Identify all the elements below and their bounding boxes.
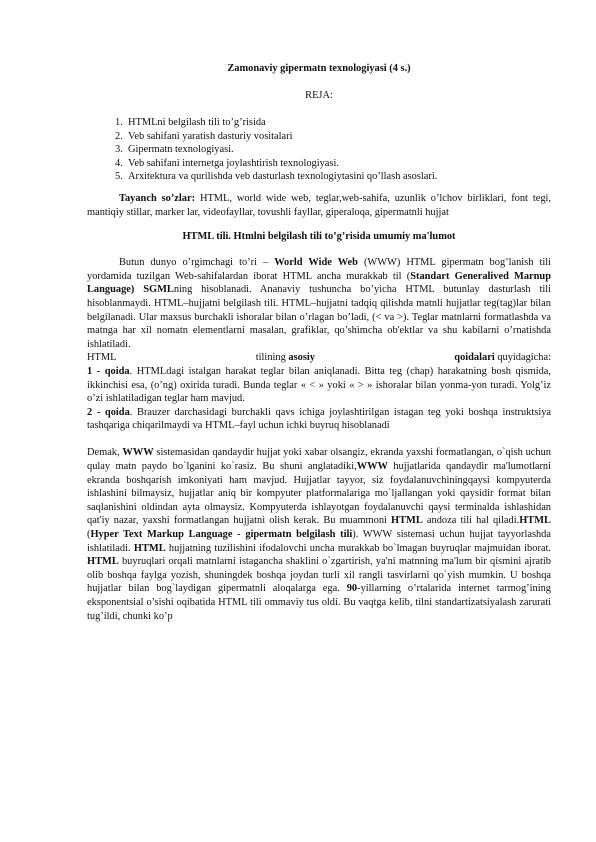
plan-item <box>115 170 551 184</box>
text-run: HTML <box>87 352 117 364</box>
bold-run: WWW <box>356 461 388 473</box>
plan-item <box>115 130 551 144</box>
bold-run: HTML <box>133 542 166 554</box>
text-run: andoza tili hal qiladi. <box>422 515 520 527</box>
body-paragraph <box>87 446 551 623</box>
plan-item-number: 3. <box>115 144 123 156</box>
document-title: Zamonaviy gipermatn texnologiyasi (4 s.) <box>227 63 411 74</box>
rule-2-paragraph <box>87 406 551 433</box>
rule-text: . Brauzer darchasidagi burchakli qavs ichiga joylashtirilgan istagan teg yoki boshqa instruktsiya tashqariga chiqarilmaydi va HTML–fayl uchun ichki buyruq hisoblanadi <box>87 406 552 432</box>
plan-item-number: 4. <box>115 157 123 169</box>
text-run <box>256 351 315 365</box>
bold-run: WWW <box>122 447 154 459</box>
text-run: buyruqlari orqali matnlarni istagancha shaklini o`zgartirish, ya'ni matnning ma'lum bir qismini ajratib olib boshqa faylga yozish, shuningdek boshqa joydan turli xil rangli tasvirlarni qo`yish mumkin. U boshqa hujjatlar bilan bog`laydigan gipermatnli aloqalarga ega. <box>87 556 551 595</box>
bold-run: Standart Generalived Marnup Language) <box>87 270 551 296</box>
bold-run: asosiy <box>288 352 315 364</box>
bold-run: HTML <box>87 556 119 568</box>
plan-heading: REJA: <box>305 90 333 101</box>
text-run: sistemasidan qandaydir hujjat yoki xabar olsangiz, ekranda yaxshi formatlangan, o`qish uchun qulay matn paydo bo`lganini ko`rasiz. Bu shuni anglatadiki, <box>87 447 551 473</box>
text-run: Demak, <box>87 447 123 459</box>
bold-run: 90 <box>346 583 358 595</box>
rule-1-paragraph <box>87 365 551 406</box>
bold-run: Hyper Text Markup Language - gipermatn belgilash tili <box>90 529 353 541</box>
plan-item-text: Veb sahifani internetga joylashtirish texnologiyasi. <box>128 157 339 169</box>
bold-run: SGML <box>143 284 174 296</box>
section-heading: HTML tili. Htmlni belgilash tili to’g’risida umumiy ma'lumot <box>182 231 456 243</box>
bold-run: HTML <box>391 515 423 527</box>
bold-run: HTML <box>519 515 551 527</box>
text-run: quyidagicha: <box>494 352 551 364</box>
text-run: hujjatlarida qandaydir ma'lumotlarni ekranda boshqarish imkoniyati ham mavjud. Hujjatlar tayyor, siz foydalanuvchiningqaysi kompyuterda ishlashini bilmaysiz, hujjatlar aniq bir kompyuter platformalariga mo`ljallangan yoki qaysidir format bilan saqlanishini oldindan ayta olmaysiz. Kompyuterda ishlayotgan foydalanuvchi qaysi terminalda ishlashidan qat'iy nazar, yaxshi formatlangan hujjatni olish kerak. Bu muammoni <box>87 461 551 527</box>
text-run <box>454 351 551 365</box>
plan-item-text: Arxitektura va qurilishda veb dasturlash texnologiytasini qo’llash asoslari. <box>128 171 438 183</box>
bold-run: World Wide Web <box>274 257 358 269</box>
bold-run: qoidalari <box>454 352 495 364</box>
text-run: Butun dunyo o’rgimchagi to’ri – <box>119 257 275 269</box>
keywords-label: Tayanch so’zlar: <box>119 192 196 204</box>
blank-line <box>87 433 551 447</box>
text-run: (WWW) HTML gipermatn bog’lanish tili yordamida tuzilgan Web-sahifalardan iborat HTML ancha murakkab til ( <box>87 257 552 282</box>
plan-item-text: Veb sahifani yaratish dasturiy vositalari <box>128 130 293 142</box>
plan-item-text: HTMLni belgilash tili to’g’risida <box>128 117 266 128</box>
text-run <box>134 284 143 295</box>
text-run: ning hisoblanadi. Ananaviy tushuncha bo’yicha HTML butunlay dasturlash tili hisoblanmaydi. HTML–hujjatni belgilash tili. HTML–hujjatni tadqiq qilishda matnli hujjatlar teg(tag)lar bilan belgilanadi. Ular maxsus burchakli ishoralar bilan o’rlagan bo’ladi, (< va >). Teglar matnlarni formatlashda va matnga har xil nomatn elementlarni masalan, grafiklar, qo’shimcha ob'ektlar va shu kabilarni o’rnatishda ishlatiladi. <box>87 284 551 350</box>
plan-item-number: 1. <box>115 117 123 128</box>
plan-list <box>87 116 551 184</box>
plan-item-number: 5. <box>115 171 123 183</box>
text-run: tilining <box>255 352 286 364</box>
text-run: ( <box>87 529 91 541</box>
rules-intro-line <box>87 351 551 365</box>
intro-paragraph <box>87 256 551 351</box>
plan-item <box>115 143 551 157</box>
text-run: -yillarning o’rtalarida internet tarmog’ining eksponentsial o’sishi oqibatida HTML tili ommaviy tus oldi. Bu vaqtga kelib, tilni standartizatsiyalash zarurati tug’ildi, chunki ko’p <box>87 583 551 622</box>
document-page <box>87 0 551 623</box>
plan-item-text: Gipermatn texnologiyasi. <box>128 144 234 156</box>
plan-item <box>115 157 551 171</box>
rule-label: 2 - qoida <box>87 406 130 418</box>
rule-label: 1 - qoida <box>87 365 130 377</box>
keywords-paragraph <box>87 192 551 219</box>
text-run: hujjatning tuzilishini ifodalovchi uncha murakkab bo`lmagan buyruqlar majmuidan iborat. <box>165 542 551 554</box>
keywords-text: HTML, world wide web, teglar,web-sahifa, uzunlik o’lchov birliklari, font tegi, mantiqiy stillar, marker lar, videofayllar, tovushli fayllar, giperaloqa, gipermatnli hujjat <box>87 192 551 218</box>
rule-text: . HTMLdagi istalgan harakat teglar bilan aniqlanadi. Bitta teg (chap) harakatning bosh qismida, ikkinchisi esa, (o’ng) oxirida turadi. Bunda teglar « < » yoki « > » ishoralar bilan yonma-yon turadi. Yolg’iz o’zi ishlatiladigan teglar ham mavjud. <box>87 365 551 405</box>
plan-item-number: 2. <box>115 130 123 142</box>
plan-item <box>115 116 551 130</box>
text-run: ). WWW sistemasi uchun hujjat tayyorlashda ishlatiladi. <box>87 529 551 554</box>
